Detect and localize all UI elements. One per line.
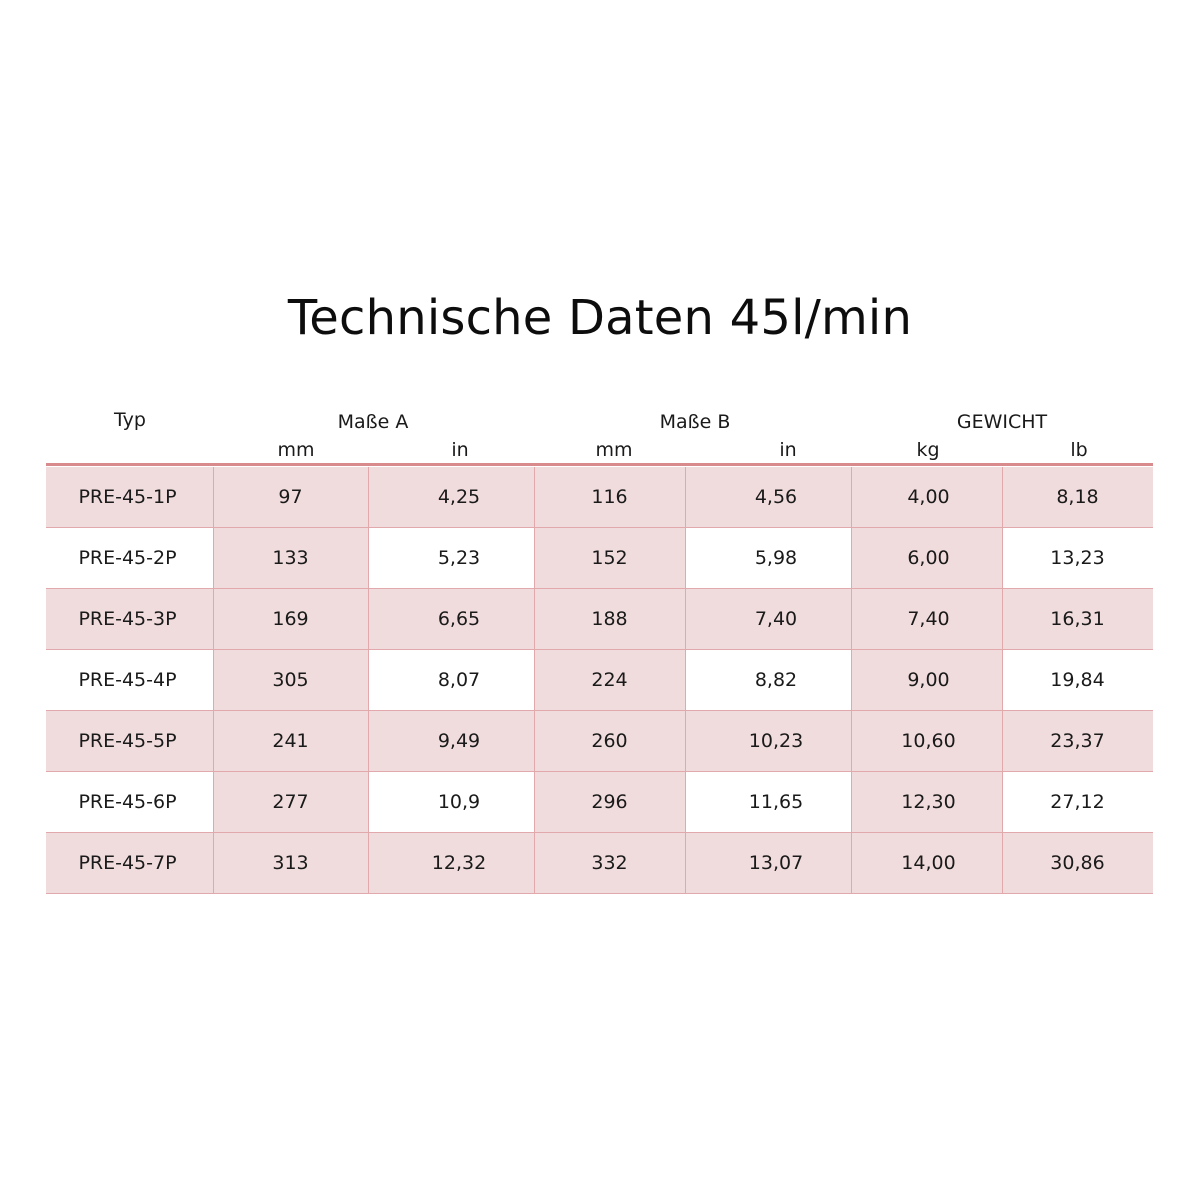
cell-kg-text: 7,40 xyxy=(907,608,950,630)
cell-b-in xyxy=(685,467,851,528)
unit-lb: lb xyxy=(1070,439,1088,461)
cell-typ xyxy=(46,467,213,528)
cell-a-in xyxy=(368,833,534,894)
cell-b-mm-text: 332 xyxy=(591,852,628,874)
cell-b-mm xyxy=(534,772,685,833)
cell-a-in xyxy=(368,650,534,711)
cell-lb xyxy=(1002,467,1153,528)
cell-kg xyxy=(851,589,1002,650)
cell-typ-text: PRE-45-5P xyxy=(78,730,177,752)
cell-b-mm xyxy=(534,528,685,589)
cell-lb-text: 8,18 xyxy=(1056,486,1099,508)
grid-vline xyxy=(1002,467,1003,894)
cell-b-mm xyxy=(534,711,685,772)
header-rule xyxy=(46,463,1153,466)
cell-a-mm xyxy=(213,650,368,711)
unit-a-in: in xyxy=(451,439,469,461)
grid-hline xyxy=(46,710,1153,711)
cell-kg xyxy=(851,772,1002,833)
cell-a-in-text: 5,23 xyxy=(437,547,481,569)
cell-a-mm xyxy=(213,772,368,833)
cell-a-in-text: 4,25 xyxy=(437,486,481,508)
cell-lb xyxy=(1002,650,1153,711)
grid-vline xyxy=(685,467,686,894)
header-gewicht: GEWICHT xyxy=(956,411,1048,433)
cell-a-in xyxy=(368,772,534,833)
grid-hline xyxy=(46,527,1153,528)
cell-b-in-text: 13,07 xyxy=(748,852,804,874)
cell-lb-text: 30,86 xyxy=(1050,852,1105,874)
cell-b-in xyxy=(685,833,851,894)
header-masse-a: Maße A xyxy=(337,411,409,433)
cell-typ xyxy=(46,711,213,772)
cell-lb-text: 16,31 xyxy=(1050,608,1105,630)
cell-lb-text: 13,23 xyxy=(1050,547,1105,569)
cell-typ-text: PRE-45-4P xyxy=(78,669,177,691)
cell-lb xyxy=(1002,772,1153,833)
cell-b-in-text: 10,23 xyxy=(748,730,804,752)
cell-a-mm-text: 305 xyxy=(272,669,309,691)
cell-a-in-text: 9,49 xyxy=(437,730,481,752)
cell-b-mm xyxy=(534,833,685,894)
grid-vline xyxy=(851,467,852,894)
cell-lb-text: 19,84 xyxy=(1050,669,1105,691)
grid-vline xyxy=(368,467,369,894)
cell-a-mm-text: 169 xyxy=(272,608,309,630)
cell-a-in-text: 12,32 xyxy=(431,852,487,874)
cell-b-in-text: 5,98 xyxy=(754,547,798,569)
grid-hline xyxy=(46,649,1153,650)
cell-b-mm xyxy=(534,589,685,650)
cell-a-in-text: 10,9 xyxy=(437,791,481,813)
cell-a-mm-text: 97 xyxy=(278,486,303,508)
cell-b-in xyxy=(685,772,851,833)
cell-kg-text: 10,60 xyxy=(901,730,956,752)
cell-kg-text: 14,00 xyxy=(901,852,956,874)
grid-hline xyxy=(46,832,1153,833)
cell-a-in xyxy=(368,711,534,772)
cell-typ xyxy=(46,650,213,711)
cell-a-mm-text: 241 xyxy=(272,730,309,752)
cell-a-mm xyxy=(213,589,368,650)
cell-typ xyxy=(46,833,213,894)
cell-b-in xyxy=(685,711,851,772)
cell-b-mm xyxy=(534,467,685,528)
cell-lb xyxy=(1002,711,1153,772)
cell-kg xyxy=(851,528,1002,589)
cell-typ-text: PRE-45-2P xyxy=(78,547,177,569)
cell-a-mm xyxy=(213,467,368,528)
grid-hline xyxy=(46,771,1153,772)
cell-b-in-text: 8,82 xyxy=(754,669,798,691)
cell-b-mm-text: 116 xyxy=(591,486,628,508)
cell-a-in-text: 6,65 xyxy=(437,608,481,630)
cell-b-in-text: 4,56 xyxy=(754,486,798,508)
unit-b-in: in xyxy=(779,439,797,461)
cell-kg xyxy=(851,650,1002,711)
cell-b-in-text: 7,40 xyxy=(754,608,798,630)
cell-b-mm-text: 260 xyxy=(591,730,628,752)
cell-a-in xyxy=(368,467,534,528)
cell-lb xyxy=(1002,833,1153,894)
cell-lb xyxy=(1002,528,1153,589)
grid-hline xyxy=(46,893,1153,894)
cell-b-in xyxy=(685,650,851,711)
cell-kg xyxy=(851,833,1002,894)
grid-hline xyxy=(46,588,1153,589)
cell-b-mm-text: 188 xyxy=(591,608,628,630)
cell-b-in xyxy=(685,589,851,650)
grid-vline xyxy=(213,467,214,894)
unit-b-mm: mm xyxy=(595,439,633,461)
cell-a-mm xyxy=(213,528,368,589)
cell-typ-text: PRE-45-6P xyxy=(78,791,177,813)
unit-a-mm: mm xyxy=(277,439,315,461)
header-masse-b: Maße B xyxy=(659,411,731,433)
cell-kg-text: 6,00 xyxy=(907,547,950,569)
unit-kg: kg xyxy=(916,439,940,461)
cell-b-in-text: 11,65 xyxy=(748,791,804,813)
cell-b-mm xyxy=(534,650,685,711)
cell-a-in-text: 8,07 xyxy=(437,669,481,691)
cell-lb xyxy=(1002,589,1153,650)
cell-a-mm xyxy=(213,833,368,894)
cell-lb-text: 23,37 xyxy=(1050,730,1105,752)
cell-lb-text: 27,12 xyxy=(1050,791,1105,813)
cell-kg-text: 9,00 xyxy=(907,669,950,691)
cell-b-in xyxy=(685,528,851,589)
cell-typ-text: PRE-45-1P xyxy=(78,486,177,508)
header-typ: Typ xyxy=(114,409,146,431)
cell-kg xyxy=(851,467,1002,528)
page-title: Technische Daten 45l/min xyxy=(287,290,913,346)
cell-a-mm-text: 313 xyxy=(272,852,309,874)
cell-b-mm-text: 296 xyxy=(591,791,628,813)
cell-typ xyxy=(46,589,213,650)
cell-typ-text: PRE-45-7P xyxy=(78,852,177,874)
cell-a-in xyxy=(368,528,534,589)
cell-a-in xyxy=(368,589,534,650)
cell-typ xyxy=(46,528,213,589)
cell-b-mm-text: 224 xyxy=(591,669,628,691)
cell-a-mm-text: 277 xyxy=(272,791,309,813)
cell-b-mm-text: 152 xyxy=(591,547,628,569)
cell-kg-text: 4,00 xyxy=(907,486,950,508)
grid-vline xyxy=(534,467,535,894)
cell-a-mm xyxy=(213,711,368,772)
cell-typ xyxy=(46,772,213,833)
cell-kg-text: 12,30 xyxy=(901,791,956,813)
cell-kg xyxy=(851,711,1002,772)
cell-a-mm-text: 133 xyxy=(272,547,309,569)
cell-typ-text: PRE-45-3P xyxy=(78,608,177,630)
